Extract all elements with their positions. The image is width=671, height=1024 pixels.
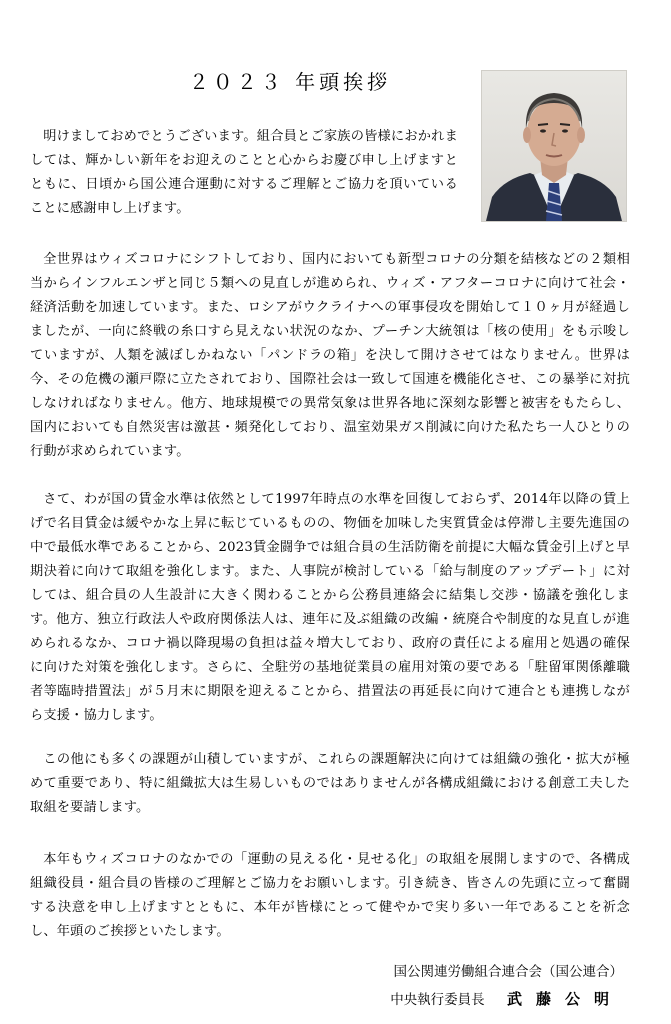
signer-name: 武藤公明 [506,990,623,1008]
paragraph-world-situation: 全世界はウィズコロナにシフトしており、国内においても新型コロナの分類を結核などの２類相当からインフルエンザと同じ５類への見直しが進められ、ウィズ・アフターコロナに向けて社会・経済活動を加速しています。また、ロシアがウクライナへの軍事侵攻を開始して１０ヶ月が経過しましたが、一向に終戦の糸口すら見えない状況のなか、プーチン大統領は「核の使用」をも示唆していますが、人類を滅ぼしかねない「パンドラの箱」を決して開けさせてはなりません。世界は今、その危機の瀬戸際に立たされており、国際社会は一致して国連を機能化させ、この暴挙に対抗しなければなりません。他方、地球規模での異常気象は世界各地に深刻な影響と被害をもたらし、国内においても自然災害は激甚・頻発化しており、温室効果ガス削減に向けた私たち一人ひとりの行動が求められています。 [30,252,630,459]
signature-line [390,988,623,1009]
paragraph-greeting: 明けましておめでとうございます。組合員とご家族の皆様におかれましては、輝かしい新年をお迎えのことと心からお慶び申し上げますとともに、日頃から国公連合運動に対するご理解とご協力を頂いていることに感謝申し上げます。 [30,129,458,216]
signer-role: 中央執行委員長 [390,992,485,1008]
organization-name: 国公関連労働組合連合会（国公連合） [393,964,623,980]
portrait-illustration [482,71,626,221]
paragraph-organization: この他にも多くの課題が山積していますが、これらの課題解決に向けては組織の強化・拡大が極めて重要であり、特に組織拡大は生易しいものではありませんが各構成組織における創意工夫した取組を要請します。 [30,752,630,815]
paragraph-wages: さて、わが国の賃金水準は依然として1997年時点の水準を回復しておらず、2014年以降の賃上げで名目賃金は緩やかな上昇に転じているものの、物価を加味した実質賃金は停滞し主要先進国の中で最低水準であることから、2023賃金闘争では組合員の生活防衛を前提に大幅な賃金引上げと早期決着に向けて取組を強化します。また、人事院が検討している「給与制度のアップデート」に対しては、組合員の人生設計に大きく関わることから公務員連絡会に結集し交渉・協議を強化します。他方、独立行政法人や政府関係法人は、連年に及ぶ組織の改編・統廃合や制度的な見直しが進められるなか、コロナ禍以降現場の負担は益々増大しており、政府の責任による雇用と処遇の確保に向けた対策を強化します。さらに、全駐労の基地従業員の雇用対策の要である「駐留軍関係離職者等臨時措置法」が５月末に期限を迎えることから、措置法の再延長に向けて連合とも連携しながら支援・協力します。 [30,492,630,723]
document-title: ２０２３ 年頭挨拶 [188,70,392,94]
portrait-photo [481,70,627,222]
paragraph-closing: 本年もウィズコロナのなかでの「運動の見える化・見せる化」の取組を展開しますので、各構成組織役員・組合員の皆様のご理解とご協力をお願いします。引き続き、皆さんの先頭に立って奮闘する決意を申し上げますとともに、本年が皆様にとって健やかで実り多い一年であることを祈念し、年頭のご挨拶といたします。 [30,852,630,939]
